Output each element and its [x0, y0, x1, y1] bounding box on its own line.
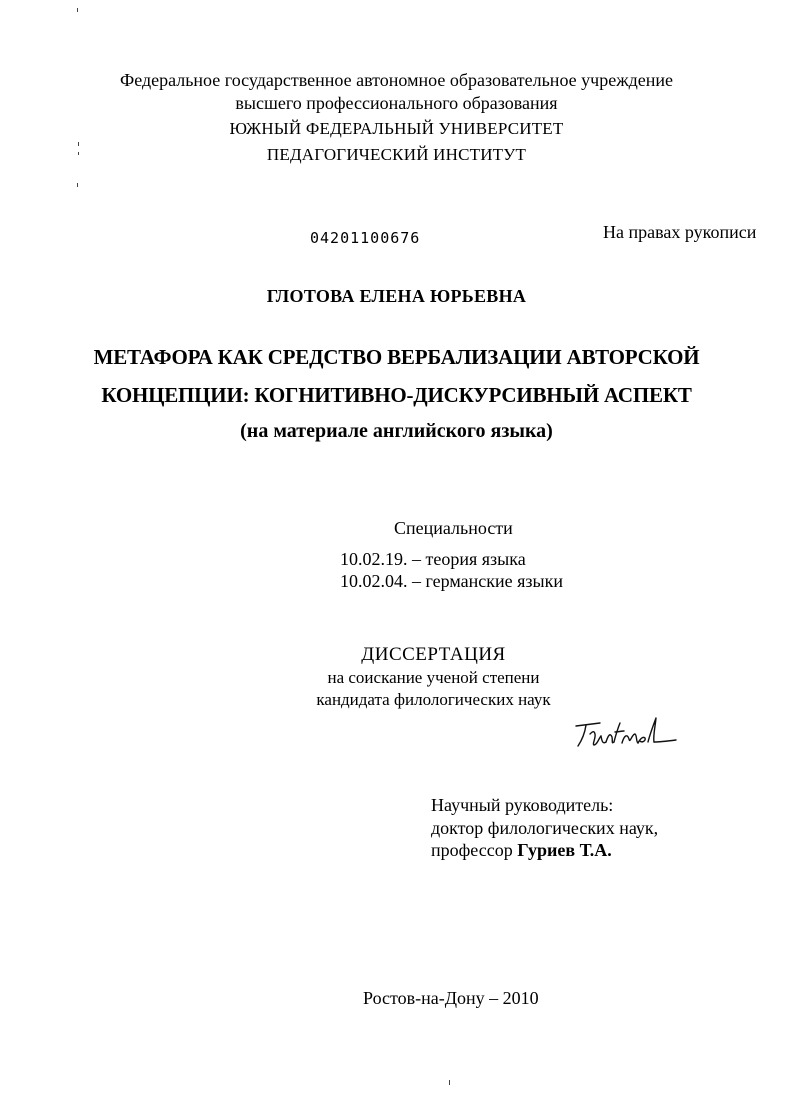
signature [570, 712, 680, 762]
title-line-2: КОНЦЕПЦИИ: КОГНИТИВНО-ДИСКУРСИВНЫЙ АСПЕКТ [101, 383, 692, 407]
supervisor-degree: доктор филологических наук, [431, 818, 659, 838]
manuscript-rights: На правах рукописи [603, 222, 757, 242]
title-line-1: МЕТАФОРА КАК СРЕДСТВО ВЕРБАЛИЗАЦИИ АВТОРСКОЙ [93, 345, 700, 369]
supervisor-label: Научный руководитель: [431, 795, 614, 815]
degree-line-2: кандидата филологических наук [316, 690, 551, 709]
dissertation-heading: ДИССЕРТАЦИЯ [361, 644, 506, 665]
supervisor-prefix: профессор [431, 840, 513, 860]
degree-line-1: на соискание ученой степени [327, 668, 540, 687]
registration-code: 04201100676 [310, 229, 421, 247]
institution-line-2: высшего профессионального образования [235, 93, 558, 113]
specialties-heading: Специальности [394, 518, 513, 538]
supervisor-title [431, 838, 612, 862]
subtitle: (на материале английского языка) [240, 420, 553, 442]
scan-mark [449, 1080, 450, 1085]
specialty-item: 10.02.04. – германские языки [340, 571, 563, 591]
scan-mark [77, 183, 78, 187]
institution-line-1: Федеральное государственное автономное образовательное учреждение [119, 70, 674, 90]
author-name: ГЛОТОВА ЕЛЕНА ЮРЬЕВНА [266, 286, 527, 306]
scan-mark [77, 8, 78, 12]
specialty-item: 10.02.19. – теория языка [340, 549, 526, 569]
institute-name: ПЕДАГОГИЧЕСКИЙ ИНСТИТУТ [266, 145, 527, 164]
university-name: ЮЖНЫЙ ФЕДЕРАЛЬНЫЙ УНИВЕРСИТЕТ [229, 119, 564, 138]
supervisor-name: Гуриев Т.А. [517, 840, 612, 860]
city-year: Ростов-на-Дону – 2010 [363, 988, 539, 1008]
